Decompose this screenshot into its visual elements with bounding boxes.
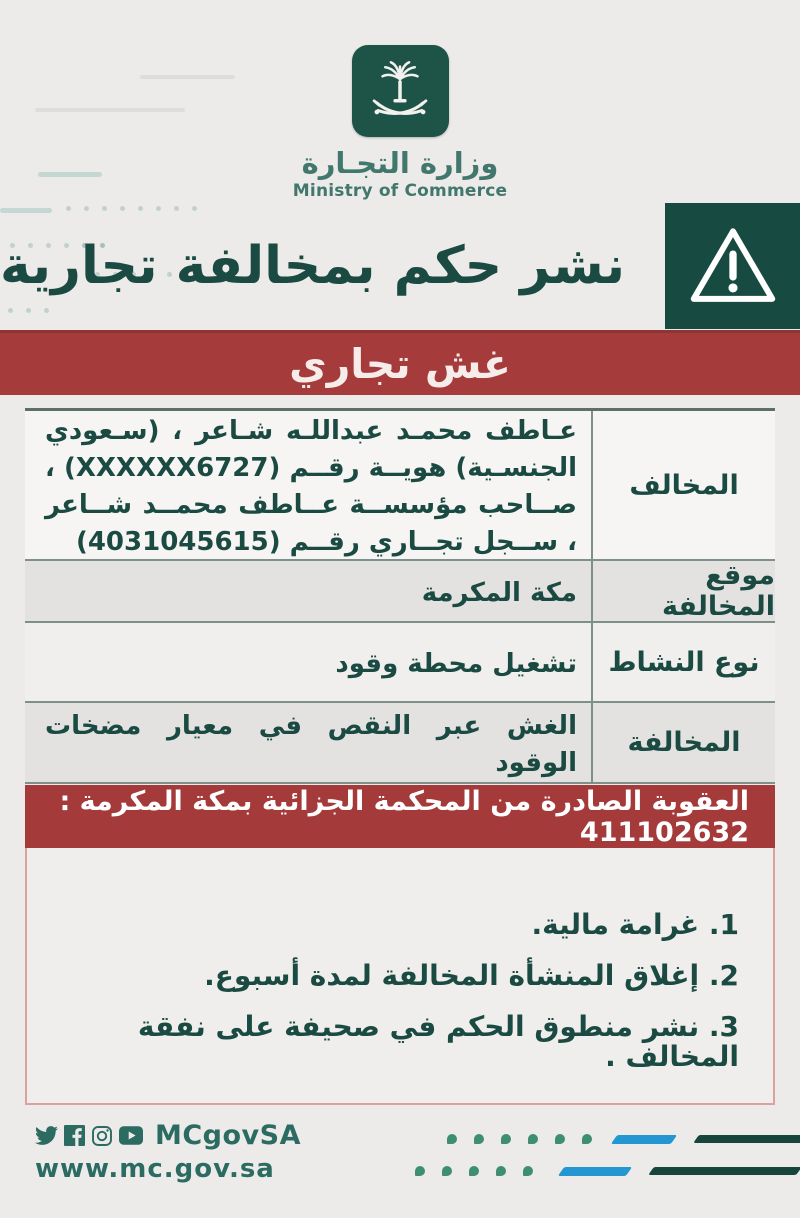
- violator-value: عـاطف محمـد عبداللـه شـاعر ، (سـعودي الجنسـية) هويــة رقــم (XXXXXX6727) ، صــاحب مؤسســة عــاطف محمــد شــاعر ، ســجل تجــاري رقــم (4031045615): [45, 416, 578, 557]
- decoration-row: [415, 1166, 799, 1176]
- instagram-icon: [91, 1125, 113, 1147]
- penalty-list-box: [25, 848, 775, 1105]
- warning-triangle-icon: [687, 224, 779, 308]
- footer: [35, 1120, 301, 1184]
- violation-location-label: موقع المخالفة: [591, 561, 775, 621]
- violation-category-bar: [0, 330, 800, 395]
- table-row: [25, 561, 775, 623]
- warning-box: [665, 203, 800, 329]
- saudi-palm-and-swords-emblem-icon: [365, 58, 435, 124]
- penalty-header: العقوبة الصادرة من المحكمة الجزائية بمكة المكرمة : 411102632: [25, 785, 775, 848]
- penalty-item: 2. إغلاق المنشأة المخالفة لمدة أسبوع.: [204, 959, 739, 992]
- social-handle: MCgovSA: [155, 1120, 302, 1151]
- decoration-row: [447, 1134, 800, 1144]
- table-row: [25, 411, 775, 561]
- twitter-icon: [35, 1124, 58, 1147]
- ministry-header: [0, 45, 800, 201]
- ministry-name-arabic: وزارة التجـارة: [301, 146, 499, 180]
- activity-type-label: نوع النشاط: [591, 623, 775, 701]
- website-url: www.mc.gov.sa: [35, 1154, 275, 1184]
- penalty-item: 3. نشر منطوق الحكم في صحيفة على نفقة المخالف .: [137, 1010, 739, 1073]
- penalty-item: 1. غرامة مالية.: [531, 908, 739, 941]
- violation-label: المخالفة: [591, 703, 775, 782]
- ministry-logo: [352, 45, 449, 137]
- violation-category-label: غش تجاري: [289, 340, 511, 388]
- violator-label: المخالف: [591, 411, 775, 559]
- violation-value: الغش عبر النقص في معيار مضخات الوقود: [45, 710, 577, 778]
- activity-type-value: تشغيل محطة وقود: [335, 648, 577, 679]
- page-title: نشر حكم بمخالفة تجارية: [0, 236, 625, 296]
- violation-details-table: [25, 408, 775, 784]
- social-row: [35, 1120, 301, 1151]
- ministry-name-english: Ministry of Commerce: [292, 181, 508, 201]
- youtube-icon: [119, 1125, 143, 1146]
- table-row: [25, 623, 775, 703]
- facebook-icon: [64, 1125, 85, 1146]
- table-row: [25, 703, 775, 784]
- violation-location-value: مكة المكرمة: [421, 577, 577, 608]
